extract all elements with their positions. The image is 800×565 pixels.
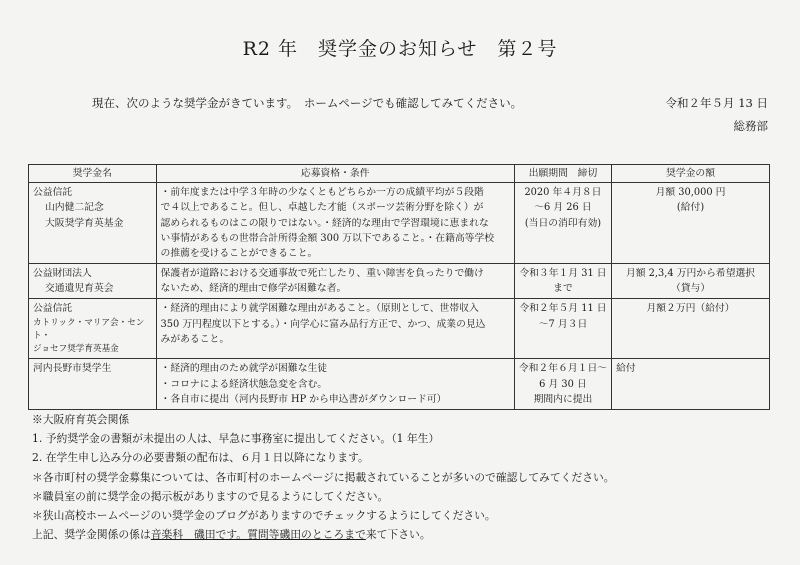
note-line: ※大阪府育英会関係 xyxy=(32,413,130,426)
note-line: ＊狭山高校ホームページのい奨学金のブログがありますのでチェックするようにしてください。 xyxy=(32,509,496,523)
condition-line: 350 万円程度以下とする。）・向学心に富み品行方正で、かつ、成業の見込 xyxy=(160,318,486,330)
condition-line: ・コロナによる経済状態急変を含む。 xyxy=(160,378,328,390)
scholarship-name xyxy=(29,264,157,299)
scholarship-amount xyxy=(612,299,770,359)
amount-line: （貸与） xyxy=(670,283,711,295)
department: 総務部 xyxy=(733,119,768,133)
condition-line: みがあること。 xyxy=(160,333,230,345)
note-line: ＊各市町村の奨学金募集については、各市町村のホームページに掲載されていることが多いので確認してみてください。 xyxy=(32,470,615,484)
amount-line: (給付) xyxy=(676,202,705,214)
note-line: 2. 在学生申し込み分の必要書類の配布は、６月１日以降になります。 xyxy=(32,451,369,465)
scholarship-conditions xyxy=(156,299,514,359)
scholarship-period xyxy=(514,183,611,264)
name-line: 公益信託 xyxy=(33,303,73,315)
scholarship-name xyxy=(29,299,157,359)
condition-line: ・経済的理由のため就学が困難な生徒 xyxy=(160,363,328,375)
issue-date: 令和２年５月 13 日 xyxy=(665,96,768,110)
table-row xyxy=(29,264,770,299)
name-line: 河内長野市奨学生 xyxy=(33,363,112,375)
header-name: 奨学金名 xyxy=(29,165,157,183)
amount-line: 月額２万円（給付） xyxy=(646,303,735,315)
period-line: 2020 年４月８日 xyxy=(524,187,602,199)
period-line: 令和２年６月１日～ xyxy=(518,363,608,375)
name-line: カトリック・マリア会・セント・ xyxy=(33,317,145,341)
table-header-row xyxy=(29,165,770,183)
period-line: 期間内に提出 xyxy=(533,393,593,405)
scholarship-table xyxy=(28,164,770,410)
period-line: (当日の消印有効) xyxy=(524,217,602,229)
period-line: 令和２年５月 11 日 xyxy=(519,303,607,315)
condition-line: の推薦を受けることができること。 xyxy=(160,247,318,259)
page-title: R2 年 奨学金のお知らせ 第２号 xyxy=(242,38,558,60)
condition-line: ・前年度または中学３年時の少なくともどちらか一方の成績平均が５段階 xyxy=(160,187,484,199)
scholarship-amount xyxy=(612,359,770,410)
closing-suffix: 来て下さい。 xyxy=(365,528,431,542)
period-line: ～6 月 26 日 xyxy=(534,202,592,214)
closing-prefix: 上記、奨学金関係の係は xyxy=(32,528,151,542)
note-line: 1. 予約奨学金の書類が未提出の人は、早急に事務室に提出してください。（1 年生） xyxy=(32,432,440,446)
condition-line: ・経済的理由により就学困難な理由があること。（原則として、世帯収入 xyxy=(160,303,479,315)
scholarship-period xyxy=(514,359,611,410)
table-row xyxy=(29,183,770,264)
header-amount: 奨学金の額 xyxy=(612,165,770,183)
condition-line: で４以上であること。但し、卓越した才能（スポーツ芸術分野を除く）が xyxy=(160,202,484,214)
closing-contact: 音楽科 磯田です。質問等磯田のところまで xyxy=(150,528,366,542)
condition-line: 認められるものはこの限りではない。・経済的な理由で学習環境に恵まれな xyxy=(160,217,489,229)
header-period: 出願期間 締切 xyxy=(514,165,611,183)
amount-line: 月額 30,000 円 xyxy=(655,187,726,199)
name-line: 公益財団法人 xyxy=(33,268,92,280)
intro-text: 現在、次のような奨学金がきています。 ホームページでも確認してみてください。 xyxy=(92,96,523,110)
condition-line: 保護者が道路における交通事故で死亡したり、重い障害を負ったりで働け xyxy=(160,268,484,280)
scholarship-amount xyxy=(612,264,770,299)
name-line: 交通遺児育英会 xyxy=(45,283,114,295)
table-row xyxy=(29,299,770,359)
closing-line xyxy=(32,525,615,544)
name-line: 公益信託 xyxy=(33,187,73,199)
scholarship-conditions xyxy=(156,359,514,410)
notes-section xyxy=(32,410,615,544)
period-line: 令和３年１月 31 日 xyxy=(519,268,607,280)
condition-line: ないため、経済的理由で修学が困難な者。 xyxy=(160,283,347,295)
period-line: 6 月 30 日 xyxy=(539,378,587,390)
scholarship-period xyxy=(514,264,611,299)
scholarship-conditions xyxy=(156,264,514,299)
period-line: まで xyxy=(553,283,573,295)
name-line: 山内健二記念 xyxy=(45,202,104,214)
amount-line: 給付 xyxy=(616,363,636,375)
note-line: ＊職員室の前に奨学金の掲示板がありますので見るようにしてください。 xyxy=(32,489,389,503)
period-line: ～7 月３日 xyxy=(538,318,588,330)
table-row xyxy=(29,359,770,410)
scholarship-conditions xyxy=(156,183,514,264)
scholarship-period xyxy=(514,299,611,359)
scholarship-amount xyxy=(612,183,770,264)
condition-line: い事情があるもの世帯合計所得金額 300 万以下であること。・在籍高等学校 xyxy=(160,232,495,244)
name-line: ジョセフ奨学育英基金 xyxy=(33,344,119,355)
scholarship-name xyxy=(29,183,157,264)
scholarship-name xyxy=(29,359,157,410)
header-conditions: 応募資格・条件 xyxy=(156,165,514,183)
name-line: 大阪奨学育英基金 xyxy=(45,217,124,229)
amount-line: 月額 2,3,4 万円から希望選択 xyxy=(625,268,756,280)
condition-line: ・各自市に提出（河内長野市 HP から申込書がダウンロード可） xyxy=(160,393,447,405)
